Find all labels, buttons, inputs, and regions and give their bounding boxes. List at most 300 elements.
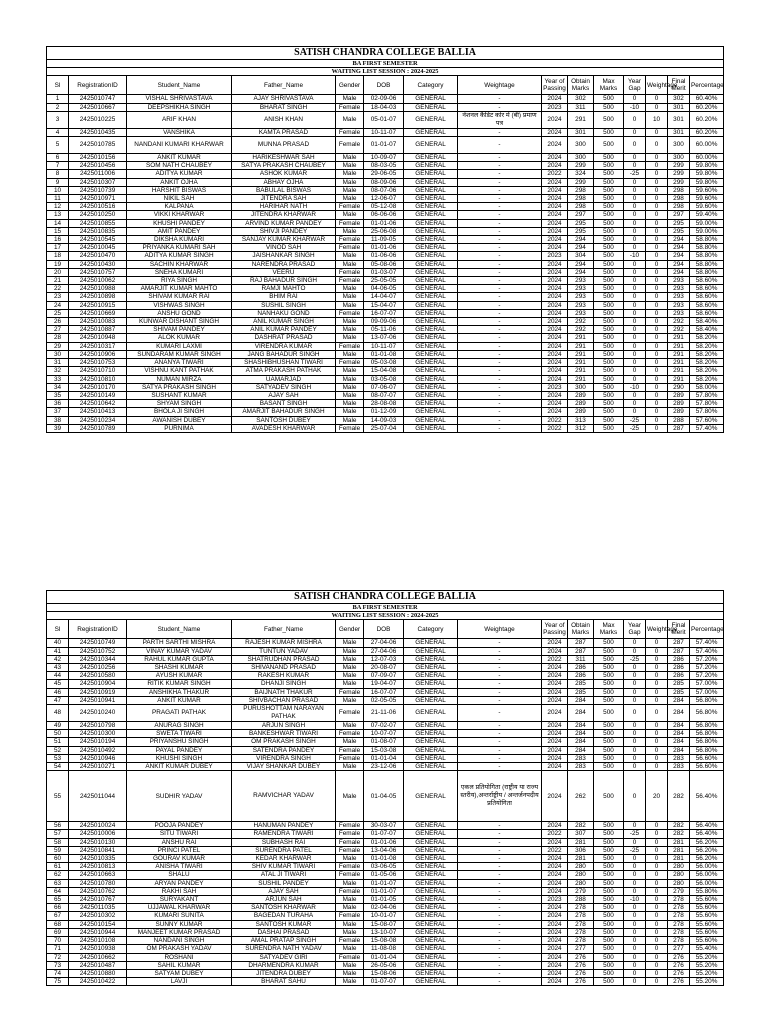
cell-percentage: 55.80% [690,887,724,895]
cell-obtain-marks: 281 [568,838,594,846]
cell-gender: Female [336,128,364,136]
cell-final-merit: 294 [668,236,690,244]
cell-father-name: SURENDRA PATEL [232,846,336,854]
cell-category: GENERAL [404,334,458,342]
cell-year-of-passing: 2024 [542,639,568,647]
table-row [47,863,724,871]
cell-registration-id: 2425010516 [69,203,127,211]
header-year-of-passing: Year of Passing [542,76,568,95]
table-row [47,277,724,285]
cell-percentage: 58.80% [690,252,724,260]
table-row [47,746,724,754]
cell-sl: 6 [47,154,69,162]
cell-gender: Female [336,822,364,830]
table-row [47,416,724,424]
cell-dob: 05-01-07 [364,111,404,128]
cell-year-of-passing: 2024 [542,359,568,367]
cell-student-name: DIKSHA KUMARI [127,236,232,244]
cell-dob: 27-04-06 [364,647,404,655]
cell-obtain-marks: 278 [568,912,594,920]
cell-obtain-marks: 276 [568,961,594,969]
cell-final-merit: 278 [668,937,690,945]
cell-registration-id: 2425010669 [69,309,127,317]
cell-year-of-passing: 2024 [542,128,568,136]
cell-registration-id: 2425010739 [69,186,127,194]
cell-gender: Male [336,367,364,375]
cell-weightage: - [458,359,542,367]
cell-gender: Male [336,95,364,103]
cell-registration-id: 2425010919 [69,688,127,696]
cell-father-name: AVADESH KHARWAR [232,424,336,432]
cell-percentage: 58.60% [690,293,724,301]
cell-final-merit: 293 [668,293,690,301]
table-row [47,154,724,162]
cell-sl: 34 [47,383,69,391]
cell-final-merit: 284 [668,705,690,722]
cell-year-gap: 0 [624,912,646,920]
cell-obtain-marks: 280 [568,863,594,871]
cell-obtain-marks: 293 [568,293,594,301]
cell-category: GENERAL [404,912,458,920]
cell-max-marks: 500 [594,838,624,846]
cell-student-name: ARYAN PANDEY [127,879,232,887]
table-row [47,408,724,416]
cell-percentage: 58.40% [690,318,724,326]
cell-dob: 15-08-07 [364,920,404,928]
cell-percentage: 60.00% [690,154,724,162]
cell-father-name: BAIJNATH THAKUR [232,688,336,696]
cell-father-name: KEDAR KHARWAR [232,855,336,863]
cell-dob: 12-07-03 [364,655,404,663]
cell-weightage: - [458,945,542,953]
cell-max-marks: 500 [594,137,624,154]
header-father-name: Father_Name [232,76,336,95]
cell-registration-id: 2425010083 [69,318,127,326]
cell-weightage: - [458,920,542,928]
cell-gender: Male [336,664,364,672]
header-student-name: Student_Name [127,620,232,639]
cell-year-of-passing: 2024 [542,945,568,953]
cell-max-marks: 500 [594,730,624,738]
table-row [47,664,724,672]
table-row [47,920,724,928]
table-row [47,111,724,128]
cell-weightage: - [458,978,542,986]
cell-gender: Male [336,696,364,704]
cell-weightage-points: 0 [646,211,668,219]
cell-max-marks: 500 [594,350,624,358]
semester-title: BA FIRST SEMESTER [47,60,724,68]
cell-percentage: 55.20% [690,969,724,977]
cell-category: GENERAL [404,763,458,771]
cell-gender: Male [336,391,364,399]
cell-sl: 37 [47,408,69,416]
cell-year-gap: 0 [624,730,646,738]
cell-max-marks: 500 [594,896,624,904]
cell-weightage: - [458,730,542,738]
cell-dob: 15-04-07 [364,301,404,309]
cell-max-marks: 500 [594,111,624,128]
cell-sl: 58 [47,838,69,846]
cell-gender: Male [336,945,364,953]
cell-father-name: SATYADEV SINGH [232,383,336,391]
table-row [47,763,724,771]
cell-max-marks: 500 [594,154,624,162]
cell-sl: 54 [47,763,69,771]
cell-percentage: 60.20% [690,128,724,136]
cell-dob: 11-09-05 [364,236,404,244]
cell-year-of-passing: 2024 [542,961,568,969]
cell-year-of-passing: 2024 [542,268,568,276]
cell-max-marks: 500 [594,400,624,408]
cell-weightage: - [458,928,542,936]
cell-category: GENERAL [404,855,458,863]
cell-year-gap: 0 [624,863,646,871]
cell-student-name: VISHNU KANT PATHAK [127,367,232,375]
cell-obtain-marks: 311 [568,655,594,663]
cell-final-merit: 291 [668,359,690,367]
cell-sl: 13 [47,211,69,219]
table-row [47,252,724,260]
cell-registration-id: 2425010006 [69,830,127,838]
table-row [47,103,724,111]
cell-max-marks: 500 [594,855,624,863]
cell-category: GENERAL [404,318,458,326]
cell-obtain-marks: 292 [568,318,594,326]
cell-sl: 8 [47,170,69,178]
cell-category: GENERAL [404,961,458,969]
cell-sl: 38 [47,416,69,424]
cell-sl: 27 [47,326,69,334]
cell-percentage: 56.40% [690,830,724,838]
cell-percentage: 56.60% [690,754,724,762]
waiting-list-page-1 [46,46,723,433]
cell-weightage-points: 0 [646,326,668,334]
cell-year-of-passing: 2024 [542,408,568,416]
cell-registration-id: 2425010710 [69,367,127,375]
cell-year-of-passing: 2024 [542,937,568,945]
cell-father-name: JITENDRA KHARWAR [232,211,336,219]
cell-registration-id: 2425010663 [69,871,127,879]
cell-weightage-points: 0 [646,696,668,704]
table-row [47,912,724,920]
cell-gender: Male [336,227,364,235]
cell-year-gap: 0 [624,309,646,317]
cell-final-merit: 281 [668,846,690,854]
cell-weightage-points: 0 [646,252,668,260]
table-body [47,639,724,986]
cell-weightage: - [458,754,542,762]
cell-student-name: ANURAG SINGH [127,722,232,730]
table-row [47,978,724,986]
cell-gender: Male [336,375,364,383]
cell-obtain-marks: 294 [568,268,594,276]
cell-year-gap: 0 [624,978,646,986]
cell-dob: 01-08-07 [364,738,404,746]
cell-final-merit: 294 [668,252,690,260]
cell-category: GENERAL [404,367,458,375]
cell-percentage: 56.00% [690,863,724,871]
cell-gender: Male [336,400,364,408]
cell-category: GENERAL [404,219,458,227]
cell-gender: Male [336,350,364,358]
cell-obtain-marks: 291 [568,367,594,375]
cell-father-name: ARVIND KUMAR PANDEY [232,219,336,227]
cell-obtain-marks: 293 [568,301,594,309]
cell-student-name: MANJEET KUMAR PRASAD [127,928,232,936]
cell-student-name: LAVJI [127,978,232,986]
cell-father-name: ATAL JI TIWARI [232,871,336,879]
cell-obtain-marks: 278 [568,928,594,936]
cell-student-name: SAHIL KUMAR [127,961,232,969]
cell-registration-id: 2425010456 [69,162,127,170]
cell-dob: 15-03-08 [364,746,404,754]
cell-dob: 23-12-06 [364,763,404,771]
cell-dob: 25-06-08 [364,227,404,235]
cell-category: GENERAL [404,822,458,830]
cell-final-merit: 284 [668,696,690,704]
cell-percentage: 56.00% [690,871,724,879]
cell-category: GENERAL [404,754,458,762]
cell-dob: 08-09-06 [364,178,404,186]
cell-weightage: - [458,763,542,771]
table-row [47,285,724,293]
cell-year-gap: -10 [624,896,646,904]
cell-max-marks: 500 [594,375,624,383]
cell-percentage: 55.40% [690,945,724,953]
cell-dob: 13-10-07 [364,928,404,936]
table-row [47,871,724,879]
cell-sl: 18 [47,252,69,260]
cell-year-gap: 0 [624,696,646,704]
cell-year-gap: 0 [624,236,646,244]
cell-weightage-points: 0 [646,855,668,863]
cell-max-marks: 500 [594,318,624,326]
cell-sl: 22 [47,285,69,293]
cell-father-name: ANIL KUMAR SINGH [232,318,336,326]
cell-weightage: - [458,334,542,342]
cell-max-marks: 500 [594,705,624,722]
cell-registration-id: 2425010855 [69,219,127,227]
cell-registration-id: 2425010915 [69,301,127,309]
cell-max-marks: 500 [594,416,624,424]
cell-weightage: - [458,408,542,416]
cell-student-name: HARSHIT BISWAS [127,186,232,194]
cell-registration-id: 2425010904 [69,680,127,688]
cell-student-name: KALPANA [127,203,232,211]
cell-student-name: KUNWAR DISHANT SINGH [127,318,232,326]
cell-dob: 01-01-05 [364,896,404,904]
cell-percentage: 59.00% [690,219,724,227]
cell-max-marks: 500 [594,326,624,334]
cell-percentage: 60.20% [690,111,724,128]
table-row [47,309,724,317]
cell-category: GENERAL [404,705,458,722]
cell-student-name: SUDHIR YADAV [127,771,232,822]
cell-year-gap: 0 [624,162,646,170]
cell-registration-id: 2425010024 [69,822,127,830]
cell-category: GENERAL [404,664,458,672]
cell-year-of-passing: 2024 [542,309,568,317]
cell-year-of-passing: 2024 [542,763,568,771]
cell-father-name: UAMARJAD [232,375,336,383]
cell-max-marks: 500 [594,244,624,252]
cell-max-marks: 500 [594,928,624,936]
cell-year-gap: -25 [624,846,646,854]
cell-category: GENERAL [404,359,458,367]
cell-year-gap: 0 [624,838,646,846]
cell-registration-id: 2425010813 [69,863,127,871]
cell-weightage: - [458,655,542,663]
cell-father-name: RAMJI MAHTO [232,285,336,293]
cell-category: GENERAL [404,738,458,746]
cell-father-name: VIRENDRA SINGH [232,754,336,762]
cell-weightage-points: 10 [646,111,668,128]
cell-percentage: 55.60% [690,920,724,928]
cell-percentage: 58.00% [690,383,724,391]
cell-weightage-points: 0 [646,309,668,317]
cell-year-of-passing: 2024 [542,664,568,672]
cell-final-merit: 278 [668,912,690,920]
cell-gender: Male [336,920,364,928]
cell-sl: 63 [47,879,69,887]
cell-student-name: SUSHANT KUMAR [127,391,232,399]
cell-weightage-points: 0 [646,203,668,211]
cell-sl: 7 [47,162,69,170]
cell-year-gap: 0 [624,879,646,887]
cell-sl: 14 [47,219,69,227]
cell-sl: 67 [47,912,69,920]
cell-obtain-marks: 311 [568,103,594,111]
cell-gender: Female [336,103,364,111]
cell-gender: Female [336,838,364,846]
cell-gender: Male [336,969,364,977]
table-row [47,137,724,154]
cell-percentage: 59.60% [690,186,724,194]
cell-weightage: - [458,186,542,194]
cell-final-merit: 284 [668,722,690,730]
cell-percentage: 57.40% [690,424,724,432]
cell-final-merit: 284 [668,738,690,746]
cell-final-merit: 284 [668,746,690,754]
cell-year-of-passing: 2024 [542,863,568,871]
cell-weightage: - [458,887,542,895]
cell-obtain-marks: 283 [568,763,594,771]
cell-percentage: 57.20% [690,664,724,672]
cell-weightage: - [458,639,542,647]
cell-category: GENERAL [404,178,458,186]
cell-dob: 01-01-08 [364,855,404,863]
cell-obtain-marks: 293 [568,277,594,285]
cell-father-name: SATENDRA PANDEY [232,746,336,754]
cell-father-name: JANG BAHADUR SINGH [232,350,336,358]
cell-weightage-points: 0 [646,219,668,227]
cell-final-merit: 300 [668,137,690,154]
table-row [47,227,724,235]
cell-father-name: MUNNA PRASAD [232,137,336,154]
cell-category: GENERAL [404,928,458,936]
cell-gender: Female [336,830,364,838]
cell-weightage-points: 0 [646,978,668,986]
cell-gender: Male [336,680,364,688]
cell-registration-id: 2425010422 [69,978,127,986]
cell-obtain-marks: 285 [568,680,594,688]
cell-sl: 72 [47,953,69,961]
cell-father-name: DASHRAT PRASAD [232,334,336,342]
cell-student-name: PRIYANKA KUMARI SAH [127,244,232,252]
cell-category: GENERAL [404,896,458,904]
cell-max-marks: 500 [594,978,624,986]
cell-student-name: SURYAKANT [127,896,232,904]
cell-max-marks: 500 [594,969,624,977]
cell-percentage: 57.00% [690,680,724,688]
cell-father-name: BHARAT SINGH [232,103,336,111]
cell-gender: Female [336,912,364,920]
cell-percentage: 55.60% [690,912,724,920]
cell-weightage: - [458,162,542,170]
cell-weightage-points: 0 [646,705,668,722]
cell-year-of-passing: 2024 [542,391,568,399]
cell-final-merit: 278 [668,904,690,912]
cell-final-merit: 291 [668,375,690,383]
cell-gender: Male [336,301,364,309]
header-sl: Sl [47,76,69,95]
cell-dob: 01-07-07 [364,830,404,838]
cell-gender: Male [336,111,364,128]
cell-father-name: SATYADEV GIRI [232,953,336,961]
table-row [47,896,724,904]
cell-year-gap: -10 [624,383,646,391]
header-gender: Gender [336,620,364,639]
cell-percentage: 55.60% [690,928,724,936]
cell-percentage: 59.60% [690,203,724,211]
cell-category: GENERAL [404,128,458,136]
cell-obtain-marks: 299 [568,162,594,170]
table-row [47,383,724,391]
cell-father-name: ARJUN SINGH [232,722,336,730]
cell-sl: 57 [47,830,69,838]
header-category: Category [404,76,458,95]
cell-student-name: PRINCI PATEL [127,846,232,854]
cell-year-gap: -25 [624,170,646,178]
cell-year-of-passing: 2022 [542,846,568,854]
cell-year-of-passing: 2024 [542,730,568,738]
cell-student-name: AMARJIT KUMAR MAHTO [127,285,232,293]
cell-registration-id: 2425010747 [69,95,127,103]
cell-year-of-passing: 2024 [542,203,568,211]
cell-student-name: ANKIT KUMAR [127,154,232,162]
cell-sl: 33 [47,375,69,383]
cell-final-merit: 300 [668,154,690,162]
header-year-gap: Year Gap [624,620,646,639]
cell-father-name: ARJUN SAH [232,896,336,904]
cell-year-gap: 0 [624,326,646,334]
cell-weightage-points: 0 [646,128,668,136]
cell-weightage: - [458,424,542,432]
cell-father-name: BHIM RAI [232,293,336,301]
table-row [47,128,724,136]
cell-year-gap: 0 [624,227,646,235]
cell-dob: 06-06-06 [364,211,404,219]
cell-max-marks: 500 [594,846,624,854]
cell-registration-id: 2425010307 [69,178,127,186]
cell-percentage: 60.00% [690,137,724,154]
cell-student-name: ALOK KUMAR [127,334,232,342]
cell-max-marks: 500 [594,887,624,895]
cell-student-name: VISHAL SHRIVASTAVA [127,95,232,103]
cell-gender: Male [336,252,364,260]
cell-sl: 35 [47,391,69,399]
